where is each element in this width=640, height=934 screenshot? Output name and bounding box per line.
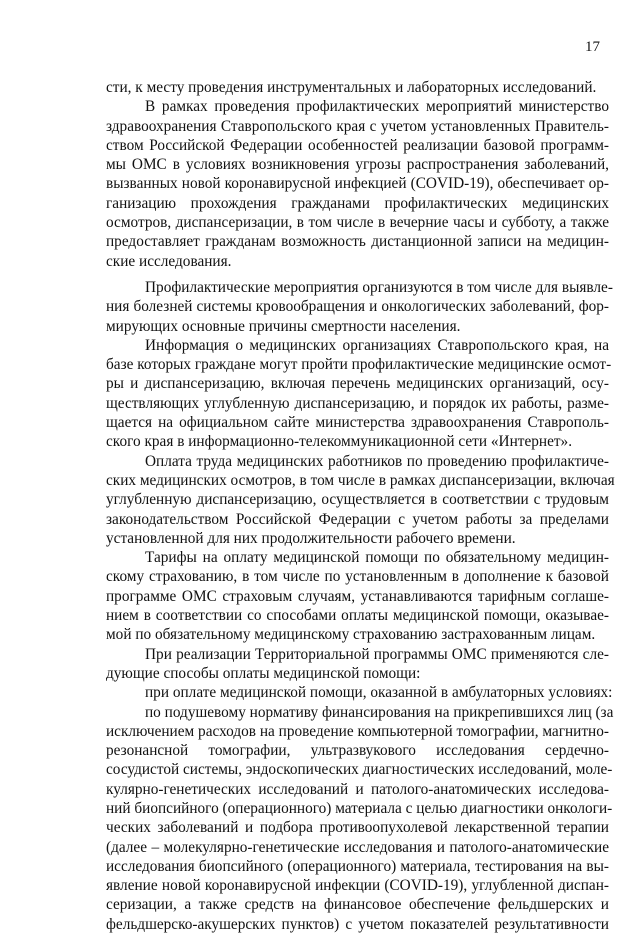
text-line: ческих заболеваний и подбора противоопухолевой лекарственной терапии	[106, 818, 609, 837]
paragraph	[106, 278, 609, 336]
text-line: исследования биопсийного (операционного) материала, тестирования на вы-	[106, 857, 609, 876]
text-line: ний биопсийного (операционного) материала с целью диагностики онкологи-	[106, 799, 609, 818]
text-line: мы ОМС в условиях возникновения угрозы распространения заболеваний,	[106, 155, 609, 174]
text-line: серизации, а также средств на финансовое обеспечение фельдшерских и	[106, 895, 609, 914]
text-line: исключением расходов на проведение компьютерной томографии, магнитно-	[106, 722, 609, 741]
text-line: В рамках проведения профилактических мероприятий министерство	[106, 97, 609, 116]
text-line: резонансной томографии, ультразвукового исследования сердечно-	[106, 741, 609, 760]
text-line: явление новой коронавирусной инфекции (COVID-19), углубленной диспан-	[106, 876, 609, 895]
paragraph	[106, 78, 609, 97]
text-line: мирующих основные причины смертности населения.	[106, 317, 609, 336]
text-line: сти, к месту проведения инструментальных и лабораторных исследований.	[106, 78, 609, 97]
text-line: вызванных новой коронавирусной инфекцией (COVID-19), обеспечивает ор-	[106, 174, 609, 193]
text-line: При реализации Территориальной программы ОМС применяются сле-	[106, 645, 609, 664]
text-line: базе которых граждане могут пройти профилактические медицинские осмот-	[106, 355, 609, 374]
text-line: по подушевому нормативу финансирования на прикрепившихся лиц (за	[106, 703, 609, 722]
text-line: Информация о медицинских организациях Ставропольского края, на	[106, 336, 609, 355]
paragraph	[106, 645, 609, 684]
text-line: предоставляет гражданам возможность дистанционной записи на медицин-	[106, 232, 609, 251]
text-line: дующие способы оплаты медицинской помощи:	[106, 664, 609, 683]
text-line: ния болезней системы кровообращения и онкологических заболеваний, фор-	[106, 297, 609, 316]
text-line: осмотров, диспансеризации, в том числе в вечерние часы и субботу, а также	[106, 213, 609, 232]
text-line: кулярно-генетических исследований и патолого-анатомических исследова-	[106, 780, 609, 799]
text-line: ские исследования.	[106, 252, 609, 271]
text-line: при оплате медицинской помощи, оказанной в амбулаторных условиях:	[106, 683, 609, 702]
page-number: 17	[585, 38, 600, 56]
text-line: Оплата труда медицинских работников по проведению профилактиче-	[106, 452, 609, 471]
paragraph-gap	[106, 271, 609, 278]
text-line: углубленную диспансеризацию, осуществляется в соответствии с трудовым	[106, 490, 609, 509]
text-line: ских медицинских осмотров, в том числе в рамках диспансеризации, включая	[106, 471, 609, 490]
text-line: программе ОМС страховым случаям, устанавливаются тарифным соглаше-	[106, 587, 609, 606]
paragraph	[106, 548, 609, 644]
paragraph	[106, 703, 609, 934]
text-line: скому страхованию, в том числе по установленным в дополнение к базовой	[106, 567, 609, 586]
text-line: Профилактические мероприятия организуются в том числе для выявле-	[106, 278, 609, 297]
text-line: ры и диспансеризацию, включая перечень медицинских организаций, осу-	[106, 374, 609, 393]
paragraph	[106, 336, 609, 452]
text-line: щается на официальном сайте министерства здравоохранения Ставрополь-	[106, 413, 609, 432]
text-line: ществляющих углубленную диспансеризацию, и порядок их работы, разме-	[106, 394, 609, 413]
text-line: ганизацию прохождения гражданами профилактических медицинских	[106, 194, 609, 213]
text-line: здравоохранения Ставропольского края с учетом установленных Правитель-	[106, 117, 609, 136]
paragraph	[106, 97, 609, 271]
text-line: (далее – молекулярно-генетические исследования и патолого-анатомические	[106, 838, 609, 857]
text-line: ского края в информационно-телекоммуникационной сети «Интернет».	[106, 432, 609, 451]
text-line: нием в соответствии со способами оплаты медицинской помощи, оказывае-	[106, 606, 609, 625]
text-line: законодательством Российской Федерации с учетом работы за пределами	[106, 510, 609, 529]
text-line: ством Российской Федерации особенностей реализации базовой программ-	[106, 136, 609, 155]
text-line: сосудистой системы, эндоскопических диагностических исследований, моле-	[106, 760, 609, 779]
document-body	[106, 78, 609, 934]
text-line: установленной для них продолжительности рабочего времени.	[106, 529, 609, 548]
text-line: Тарифы на оплату медицинской помощи по обязательному медицин-	[106, 548, 609, 567]
paragraph	[106, 683, 609, 702]
paragraph	[106, 452, 609, 548]
text-line: мой по обязательному медицинскому страхованию застрахованным лицам.	[106, 625, 609, 644]
text-line: фельдшерско-акушерских пунктов) с учетом показателей результативности	[106, 915, 609, 934]
